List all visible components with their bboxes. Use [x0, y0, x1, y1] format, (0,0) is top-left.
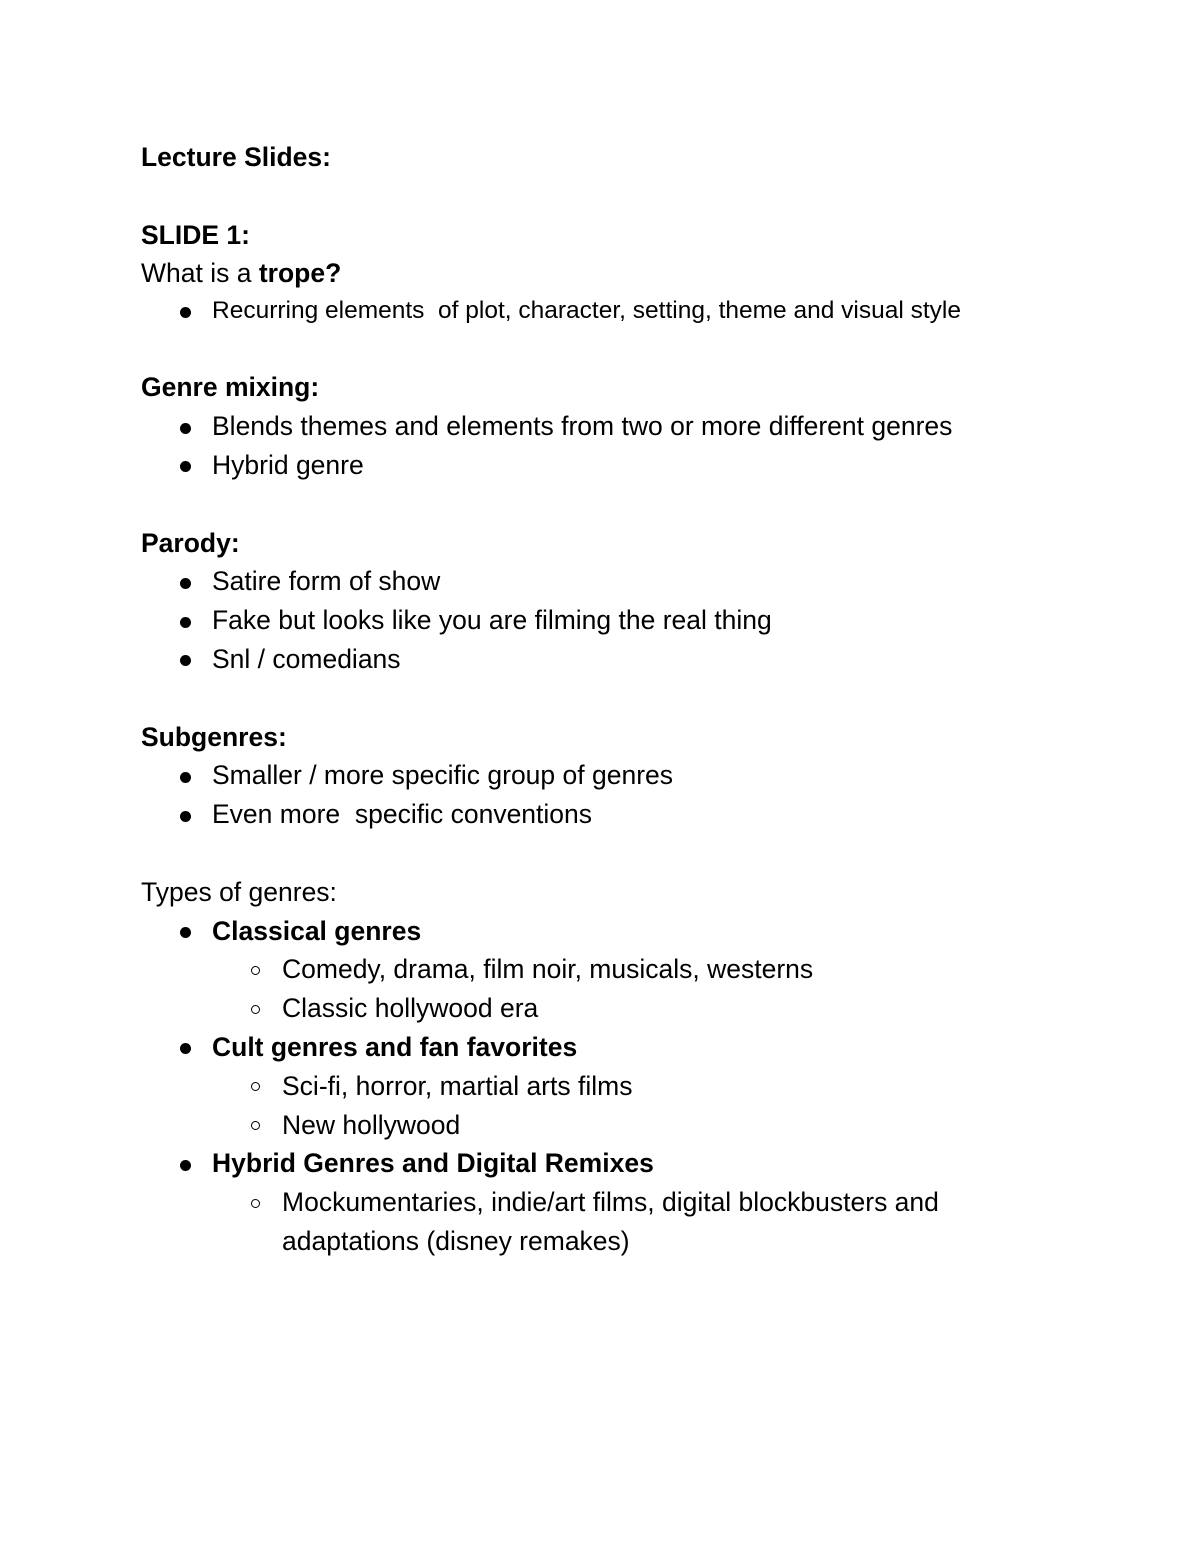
list-item: [141, 601, 1101, 640]
spacer: [141, 834, 1101, 873]
bullet-icon: [180, 811, 191, 822]
heading-lecture-slides: Lecture Slides:: [141, 142, 331, 172]
list-item: [141, 562, 1101, 601]
hollow-bullet-icon: [251, 1199, 260, 1208]
bullet-icon: [180, 655, 191, 666]
sub-bullet-text: Classic hollywood era: [282, 993, 539, 1024]
bullet-icon: [180, 578, 191, 589]
list-item: [141, 1028, 1101, 1067]
list-item: [141, 640, 1101, 679]
group-title: Hybrid Genres and Digital Remixes: [212, 1148, 654, 1179]
spacer: [141, 485, 1101, 524]
slide1-label: SLIDE 1:: [141, 219, 250, 250]
sub-list-item: [141, 1067, 1101, 1106]
bullet-text: Blends themes and elements from two or more different genres: [212, 411, 953, 442]
sub-bullet-text: Sci-fi, horror, martial arts films: [282, 1070, 633, 1101]
sub-bullet-text: Comedy, drama, film noir, musicals, westerns: [282, 954, 814, 985]
trope-question-bold: trope?: [258, 258, 342, 289]
bullet-text: Smaller / more specific group of genres: [212, 760, 674, 791]
hollow-bullet-icon: [251, 1005, 260, 1014]
bullet-icon: [180, 461, 191, 472]
sub-list-item-continuation: adaptations (disney remakes): [282, 1226, 630, 1257]
sub-bullet-text: Mockumentaries, indie/art films, digital blockbusters and: [282, 1187, 939, 1218]
sub-list-item: [141, 1183, 1101, 1222]
list-item: [141, 795, 1101, 834]
sub-list-item: [141, 950, 1101, 989]
bullet-icon: [180, 423, 191, 434]
hollow-bullet-icon: [251, 1121, 260, 1130]
subgenres-label: Subgenres:: [141, 721, 287, 752]
bullet-text: Even more specific conventions: [212, 799, 593, 830]
genre-mixing-label: Genre mixing:: [141, 372, 320, 403]
hollow-bullet-icon: [251, 966, 260, 975]
list-item: [141, 756, 1101, 795]
hollow-bullet-icon: [251, 1082, 260, 1091]
trope-question: [141, 254, 1101, 293]
list-item: [141, 446, 1101, 485]
bullet-icon: [180, 772, 191, 783]
bullet-icon: [180, 1043, 191, 1054]
parody-label: Parody:: [141, 527, 240, 558]
bullet-text: Recurring elements of plot, character, setting, theme and visual style: [212, 297, 961, 325]
sub-bullet-text: New hollywood: [282, 1109, 461, 1140]
sub-list-item: [141, 1106, 1101, 1145]
sub-list-item: [141, 989, 1101, 1028]
bullet-icon: [180, 307, 191, 318]
list-item: [141, 912, 1101, 951]
spacer: [141, 679, 1101, 718]
list-item: [141, 293, 1101, 330]
bullet-text: Satire form of show: [212, 566, 441, 597]
bullet-text: Snl / comedians: [212, 644, 401, 675]
bullet-icon: [180, 617, 191, 628]
types-of-genres-label: Types of genres:: [141, 876, 337, 907]
bullet-icon: [180, 1160, 191, 1171]
trope-question-prefix: What is a: [141, 258, 259, 289]
bullet-text: Fake but looks like you are filming the real thing: [212, 605, 772, 636]
group-title: Classical genres: [212, 915, 422, 946]
bullet-text: Hybrid genre: [212, 450, 364, 481]
spacer: [141, 330, 1101, 369]
list-item: [141, 1144, 1101, 1183]
document-page: [141, 138, 1101, 1261]
group-title: Cult genres and fan favorites: [212, 1032, 578, 1063]
list-item: [141, 407, 1101, 446]
bullet-icon: [180, 927, 191, 938]
spacer: [141, 177, 1101, 216]
